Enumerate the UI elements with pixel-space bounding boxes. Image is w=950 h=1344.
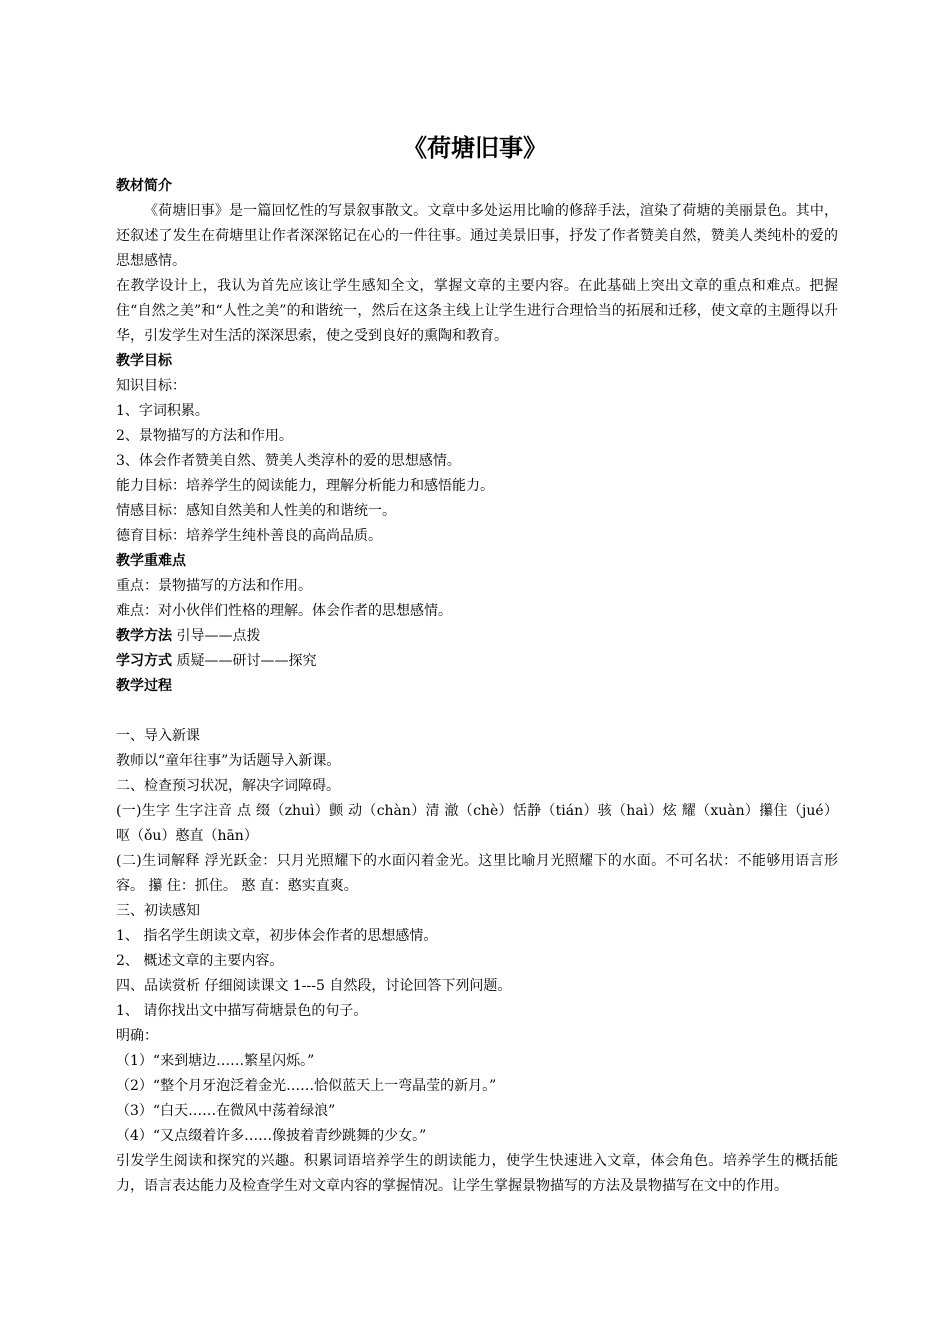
section-heading-teaching-goals: 教学目标 xyxy=(116,353,172,369)
intro-paragraph-1: 《荷塘旧事》是一篇回忆性的写景叙事散文。文章中多处运用比喻的修辞手法，渲染了荷塘的美丽景色。其中，还叙述了发生在荷塘里让作者深深铭记在心的一件往事。通过美景旧事，抒发了作者赞美自然，赞美人类纯朴的爱的思想感情。 xyxy=(116,203,838,269)
step-3-item-1: 1、 指名学生朗读文章，初步体会作者的思想感情。 xyxy=(116,928,438,944)
document-body xyxy=(116,174,838,1199)
step-2-new-characters: (一)生字 生字注音 点 缀（zhuì）颤 动（chàn）清 澈（chè）恬静（tián）骇（haì）炫 耀（xuàn）攥住（jué）呕（ǒu）憨直（hān） xyxy=(116,803,838,844)
step-1-text: 教师以“童年往事”为话题导入新课。 xyxy=(116,753,341,769)
summary-paragraph: 引发学生阅读和探究的兴趣。积累词语培养学生的朗读能力，使学生快速进入文章，体会角色。培养学生的概括能力，语言表达能力及检查学生对文章内容的掌握情况。让学生掌握景物描写的方法及景物描写在文中的作用。 xyxy=(116,1153,838,1194)
goal-item-3: 3、体会作者赞美自然、赞美人类淳朴的爱的思想感情。 xyxy=(116,453,461,469)
goal-item-2: 2、景物描写的方法和作用。 xyxy=(116,428,293,444)
blank-line xyxy=(116,699,838,724)
step-3-heading: 三、初读感知 xyxy=(116,903,200,919)
quote-3: （3）“白天……在微风中荡着绿浪” xyxy=(116,1103,336,1119)
study-method-heading: 学习方式 xyxy=(116,653,172,669)
step-2-heading: 二、检查预习状况，解决字词障碍。 xyxy=(116,778,340,794)
difficult-point: 难点：对小伙伴们性格的理解。体会作者的思想感情。 xyxy=(116,603,452,619)
goal-knowledge-label: 知识目标： xyxy=(116,378,186,394)
step-1-heading: 一、导入新课 xyxy=(116,728,200,744)
study-method-text: 质疑——研讨——探究 xyxy=(172,653,317,669)
quote-4: （4）“又点缀着许多……像披着青纱跳舞的少女。” xyxy=(116,1128,427,1144)
key-point: 重点：景物描写的方法和作用。 xyxy=(116,578,312,594)
study-method-line xyxy=(116,649,838,674)
teaching-method-text: 引导——点拨 xyxy=(172,628,261,644)
quote-1: （1）“来到塘边……繁星闪烁。” xyxy=(116,1053,315,1069)
goal-emotion: 情感目标：感知自然美和人性美的和谐统一。 xyxy=(116,503,396,519)
step-4-item-1: 1、 请你找出文中描写荷塘景色的句子。 xyxy=(116,1003,368,1019)
teaching-method-heading: 教学方法 xyxy=(116,628,172,644)
step-3-item-2: 2、 概述文章的主要内容。 xyxy=(116,953,284,969)
intro-paragraph-2: 在教学设计上，我认为首先应该让学生感知全文，掌握文章的主要内容。在此基础上突出文章的重点和难点。把握住“自然之美”和“人性之美”的和谐统一，然后在这条主线上让学生进行合理恰当的拓展和迁移，使文章的主题得以升华，引发学生对生活的深深思索，使之受到良好的熏陶和教育。 xyxy=(116,278,838,344)
teaching-method-line xyxy=(116,624,838,649)
step-2-word-explanations: (二)生词解释 浮光跃金：只月光照耀下的水面闪着金光。这里比喻月光照耀下的水面。不可名状：不能够用语言形容。 攥 住：抓住。 憨 直：憨实直爽。 xyxy=(116,853,838,894)
quote-2: （2）“整个月牙泡泛着金光……恰似蓝天上一弯晶莹的新月。” xyxy=(116,1078,497,1094)
clarify-label: 明确： xyxy=(116,1028,158,1044)
document-title: 《荷塘旧事》 xyxy=(403,134,547,162)
section-heading-textbook-intro: 教材简介 xyxy=(116,178,172,194)
goal-ability: 能力目标：培养学生的阅读能力，理解分析能力和感悟能力。 xyxy=(116,478,494,494)
section-heading-key-difficult: 教学重难点 xyxy=(116,553,186,569)
goal-moral: 德育目标：培养学生纯朴善良的高尚品质。 xyxy=(116,528,382,544)
step-4-heading: 四、品读赏析 仔细阅读课文 1---5 自然段，讨论回答下列问题。 xyxy=(116,978,512,994)
section-heading-teaching-process: 教学过程 xyxy=(116,678,172,694)
goal-item-1: 1、字词积累。 xyxy=(116,403,209,419)
